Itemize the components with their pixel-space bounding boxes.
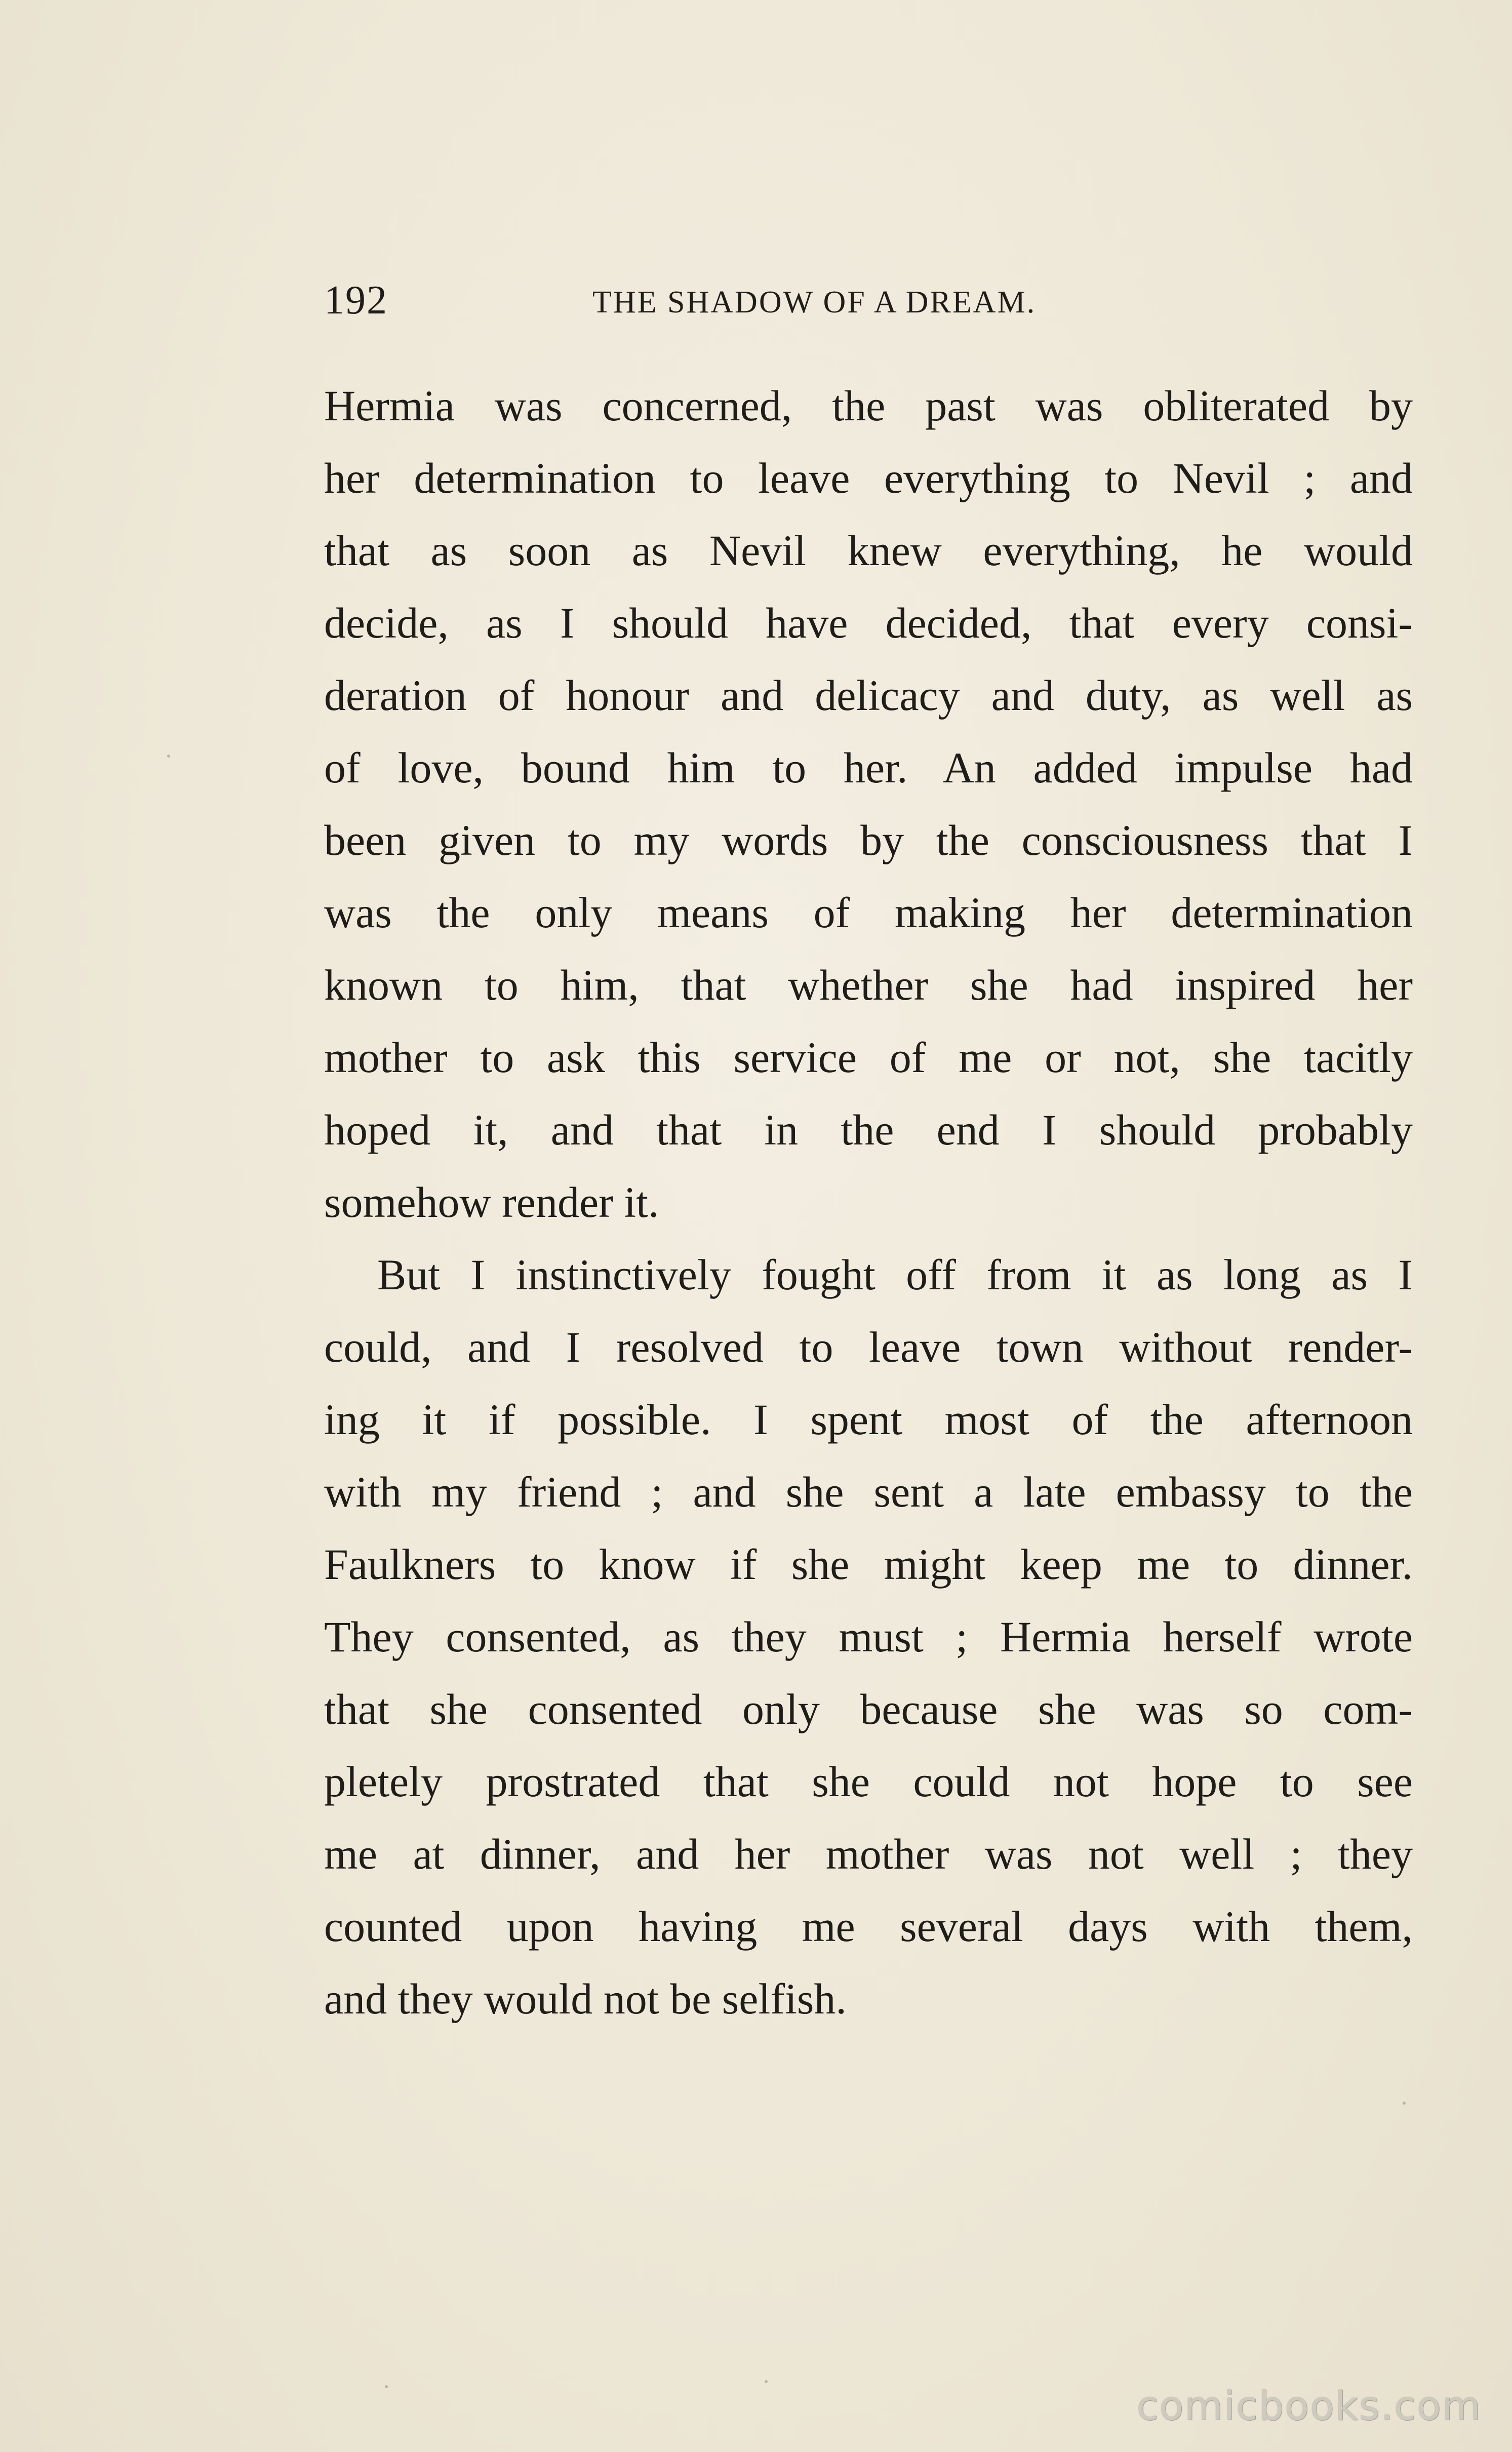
text-line: mother to ask this service of me or not, she tacitly — [324, 1033, 1413, 1082]
text-line: her determination to leave everything to Nevil ; and — [324, 454, 1413, 502]
paper-speck — [765, 2380, 768, 2383]
paper-speck — [167, 755, 170, 758]
text-line: Hermia was concerned, the past was obliterated by — [324, 381, 1413, 430]
paragraph — [324, 370, 1413, 1239]
running-title: THE SHADOW OF A DREAM. — [592, 285, 1037, 320]
text-line: me at dinner, and her mother was not well ; they — [324, 1830, 1413, 1878]
text-line: and they would not be selfish. — [324, 1974, 847, 2023]
text-line: counted upon having me several days with them, — [324, 1902, 1413, 1951]
text-line: somehow render it. — [324, 1178, 659, 1227]
body-text — [324, 370, 1413, 2035]
text-line: was the only means of making her determination — [324, 888, 1413, 937]
text-line: pletely prostrated that she could not hope to see — [324, 1757, 1413, 1806]
text-line: deration of honour and delicacy and duty, as well as — [324, 671, 1413, 720]
text-line: with my friend ; and she sent a late embassy to the — [324, 1468, 1413, 1516]
text-line: But I instinctively fought off from it as long as I — [377, 1250, 1413, 1299]
page-number: 192 — [324, 278, 388, 323]
text-line: could, and I resolved to leave town without render- — [324, 1323, 1413, 1371]
text-line: that she consented only because she was so com- — [324, 1685, 1413, 1733]
watermark-logo: comicbooks.com — [1136, 2384, 1482, 2429]
text-line: been given to my words by the consciousness that I — [324, 816, 1413, 864]
text-line: ing it if possible. I spent most of the afternoon — [324, 1395, 1413, 1444]
text-line: hoped it, and that in the end I should probably — [324, 1105, 1413, 1154]
paper-speck — [1403, 2102, 1406, 2105]
page-header — [324, 278, 1428, 338]
text-line: that as soon as Nevil knew everything, he would — [324, 526, 1413, 575]
paragraph — [324, 1239, 1413, 2035]
text-line: known to him, that whether she had inspired her — [324, 961, 1413, 1009]
text-line: of love, bound him to her. An added impulse had — [324, 743, 1413, 792]
paper-speck — [385, 2385, 388, 2388]
text-line: decide, as I should have decided, that every consi- — [324, 599, 1413, 647]
text-line: They consented, as they must ; Hermia herself wrote — [324, 1612, 1413, 1661]
text-line: Faulkners to know if she might keep me to dinner. — [324, 1540, 1413, 1589]
